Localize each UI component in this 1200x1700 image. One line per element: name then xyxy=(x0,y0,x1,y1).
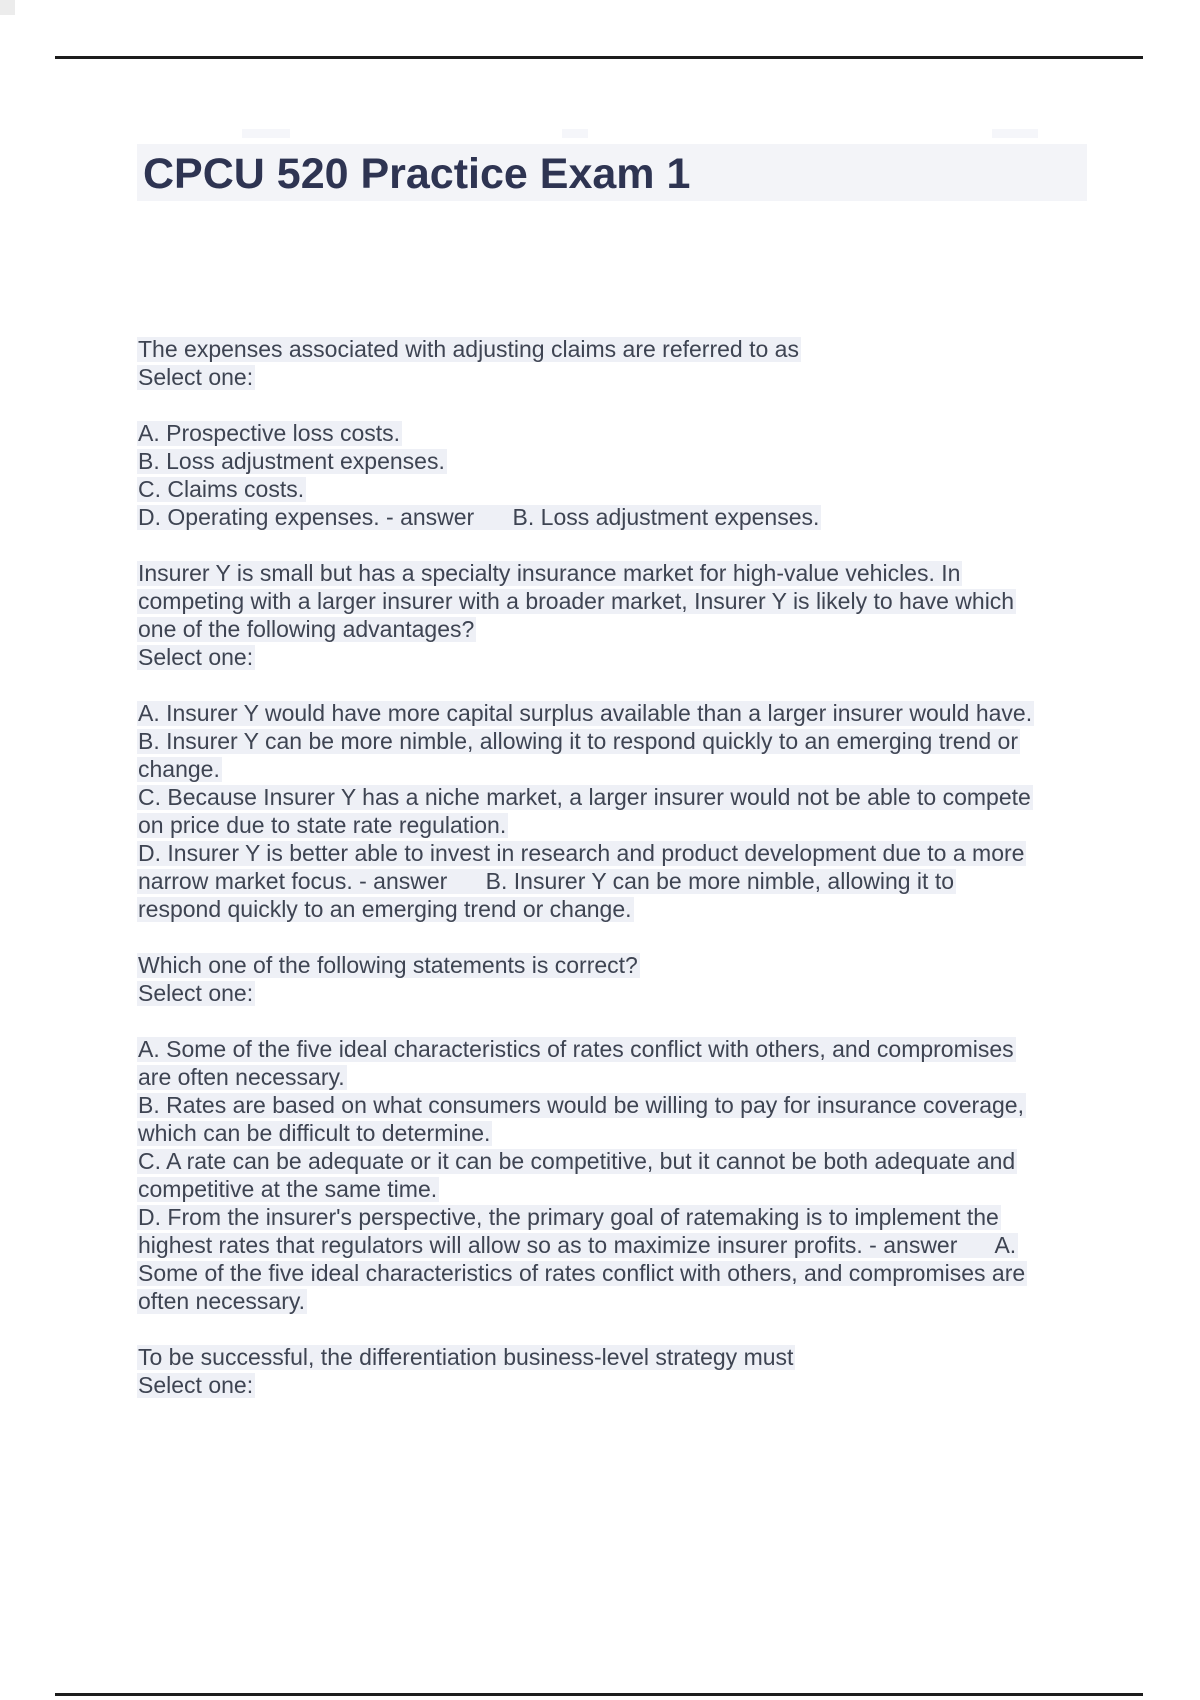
highlighted-text: Select one: xyxy=(138,980,254,1006)
highlighted-text: To be successful, the differentiation business-level strategy must xyxy=(138,1344,794,1370)
highlight-remnant xyxy=(562,129,588,138)
highlighted-text: which can be difficult to determine. xyxy=(138,1120,491,1146)
text-line xyxy=(140,1177,1145,1205)
highlighted-text: A. Some of the five ideal characteristics of rates conflict with others, and compromises xyxy=(138,1036,1014,1062)
text-line xyxy=(140,589,1145,617)
top-border-line xyxy=(55,56,1143,59)
highlighted-text: Select one: xyxy=(138,1372,254,1398)
page-title-text: CPCU 520 Practice Exam 1 xyxy=(143,150,691,198)
text-line xyxy=(140,505,1145,533)
text-line xyxy=(140,813,1145,841)
text-line xyxy=(140,673,1145,701)
text-line xyxy=(140,1233,1145,1261)
page-title xyxy=(137,144,1087,201)
text-line xyxy=(140,925,1145,953)
text-line xyxy=(140,785,1145,813)
highlight-remnant xyxy=(992,129,1038,138)
highlighted-text: A. Insurer Y would have more capital surplus available than a larger insurer would have. xyxy=(138,700,1033,726)
highlighted-text: D. Operating expenses. - answer B. Loss adjustment expenses. xyxy=(138,504,820,530)
text-line xyxy=(140,1205,1145,1233)
highlighted-text: Select one: xyxy=(138,364,254,390)
bottom-border-line xyxy=(55,1693,1143,1696)
text-line xyxy=(140,757,1145,785)
text-line xyxy=(140,449,1145,477)
highlighted-text: Insurer Y is small but has a specialty insurance market for high-value vehicles. In xyxy=(138,560,961,586)
highlighted-text: C. Because Insurer Y has a niche market, a larger insurer would not be able to compete xyxy=(138,784,1031,810)
highlighted-text: Which one of the following statements is correct? xyxy=(138,952,638,978)
text-line xyxy=(140,1065,1145,1093)
text-line xyxy=(140,421,1145,449)
highlighted-text: narrow market focus. - answer B. Insurer Y can be more nimble, allowing it to xyxy=(138,868,954,894)
text-line xyxy=(140,617,1145,645)
text-line xyxy=(140,701,1145,729)
text-line xyxy=(140,1009,1145,1037)
text-line xyxy=(140,1149,1145,1177)
highlighted-text: B. Rates are based on what consumers would be willing to pay for insurance coverage, xyxy=(138,1092,1024,1118)
text-line xyxy=(140,365,1145,393)
highlighted-text: Select one: xyxy=(138,644,254,670)
highlighted-text: C. A rate can be adequate or it can be competitive, but it cannot be both adequate and xyxy=(138,1148,1016,1174)
highlighted-text: on price due to state rate regulation. xyxy=(138,812,507,838)
highlighted-text: D. From the insurer's perspective, the primary goal of ratemaking is to implement the xyxy=(138,1204,999,1230)
text-line xyxy=(140,1317,1145,1345)
highlight-remnant xyxy=(242,129,290,138)
text-line xyxy=(140,1261,1145,1289)
highlighted-text: highest rates that regulators will allow so as to maximize insurer profits. - answer A. xyxy=(138,1232,1017,1258)
highlighted-text: Some of the five ideal characteristics of rates conflict with others, and compromises are xyxy=(138,1260,1026,1286)
text-line xyxy=(140,953,1145,981)
highlighted-text: The expenses associated with adjusting claims are referred to as xyxy=(138,336,799,362)
text-line xyxy=(140,1289,1145,1317)
text-line xyxy=(140,1037,1145,1065)
highlighted-text: competing with a larger insurer with a broader market, Insurer Y is likely to have which xyxy=(138,588,1015,614)
highlighted-text: A. Prospective loss costs. xyxy=(138,420,401,446)
text-line xyxy=(140,393,1145,421)
text-line xyxy=(140,841,1145,869)
text-line xyxy=(140,1373,1145,1401)
scan-corner-artifact xyxy=(0,0,15,15)
highlighted-text: one of the following advantages? xyxy=(138,616,475,642)
highlighted-text: B. Loss adjustment expenses. xyxy=(138,448,445,474)
text-line xyxy=(140,1345,1145,1373)
text-line xyxy=(140,1093,1145,1121)
highlighted-text: change. xyxy=(138,756,220,782)
text-line xyxy=(140,533,1145,561)
highlighted-text: C. Claims costs. xyxy=(138,476,305,502)
text-line xyxy=(140,981,1145,1009)
text-line xyxy=(140,645,1145,673)
text-line xyxy=(140,337,1145,365)
text-line xyxy=(140,897,1145,925)
highlighted-text: B. Insurer Y can be more nimble, allowing it to respond quickly to an emerging trend or xyxy=(138,728,1019,754)
text-line xyxy=(140,477,1145,505)
highlighted-text: competitive at the same time. xyxy=(138,1176,438,1202)
document-body xyxy=(140,337,1145,1401)
text-line xyxy=(140,561,1145,589)
text-line xyxy=(140,869,1145,897)
highlighted-text: often necessary. xyxy=(138,1288,306,1314)
text-line xyxy=(140,729,1145,757)
highlighted-text: respond quickly to an emerging trend or change. xyxy=(138,896,632,922)
text-line xyxy=(140,1121,1145,1149)
highlighted-text: are often necessary. xyxy=(138,1064,345,1090)
highlighted-text: D. Insurer Y is better able to invest in research and product development due to a more xyxy=(138,840,1025,866)
